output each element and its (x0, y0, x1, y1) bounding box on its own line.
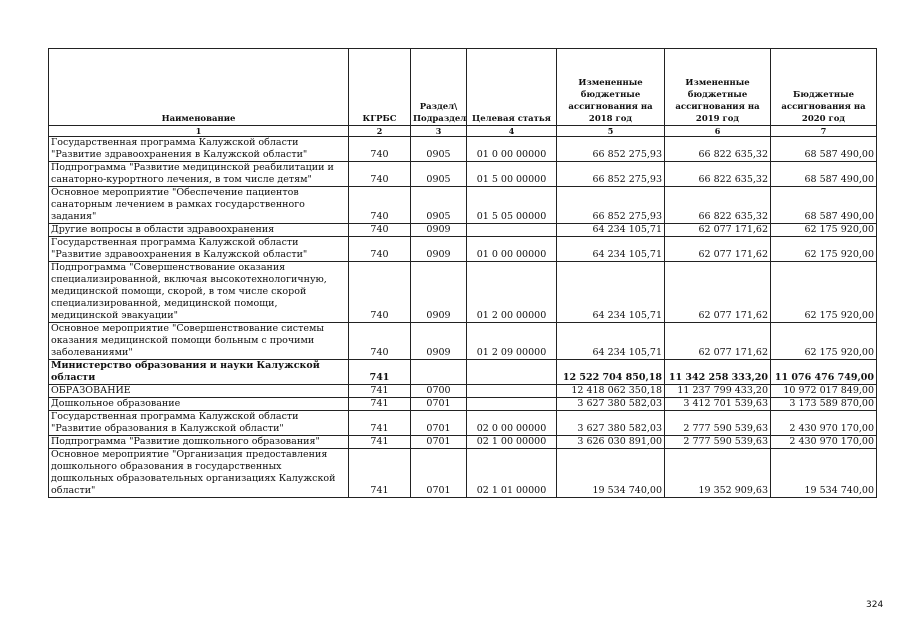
row-2020: 2 430 970 170,00 (771, 436, 877, 449)
row-2020: 62 175 920,00 (771, 224, 877, 237)
row-2019: 66 822 635,32 (665, 162, 771, 187)
row-2019: 19 352 909,63 (665, 449, 771, 498)
row-razdel: 0905 (411, 137, 467, 162)
table-row (49, 187, 877, 224)
row-kgrbs: 740 (349, 323, 411, 360)
table-row (49, 436, 877, 449)
row-2020: 19 534 740,00 (771, 449, 877, 498)
row-kgrbs: 741 (349, 449, 411, 498)
header-2018: Измененные бюджетные ассигнования на 2018 год (557, 49, 665, 126)
row-razdel (411, 360, 467, 385)
table-row (49, 449, 877, 498)
row-razdel: 0701 (411, 398, 467, 411)
row-kgrbs: 741 (349, 385, 411, 398)
row-kgrbs: 741 (349, 360, 411, 385)
header-celevaya: Целевая статья (467, 49, 557, 126)
row-2019: 62 077 171,62 (665, 237, 771, 262)
budget-table (48, 48, 877, 498)
row-2018: 64 234 105,71 (557, 237, 665, 262)
table-body (49, 137, 877, 498)
row-2020: 68 587 490,00 (771, 187, 877, 224)
row-2018: 64 234 105,71 (557, 262, 665, 323)
row-2018: 64 234 105,71 (557, 323, 665, 360)
table-row (49, 237, 877, 262)
row-2020: 62 175 920,00 (771, 323, 877, 360)
table-row (49, 398, 877, 411)
row-name: Другие вопросы в области здравоохранения (49, 224, 349, 237)
row-2018: 66 852 275,93 (557, 187, 665, 224)
row-name: Основное мероприятие "Совершенствование системы оказания медицинской помощи больным с прочими заболеваниями" (49, 323, 349, 360)
row-name: Государственная программа Калужской области "Развитие образования в Калужской области" (49, 411, 349, 436)
row-2019: 62 077 171,62 (665, 323, 771, 360)
row-razdel: 0909 (411, 323, 467, 360)
col-number: 3 (411, 126, 467, 137)
col-number: 5 (557, 126, 665, 137)
table-row (49, 137, 877, 162)
col-number: 7 (771, 126, 877, 137)
row-2019: 11 342 258 333,20 (665, 360, 771, 385)
row-2019: 3 412 701 539,63 (665, 398, 771, 411)
row-razdel: 0909 (411, 262, 467, 323)
row-2019: 66 822 635,32 (665, 137, 771, 162)
row-name: ОБРАЗОВАНИЕ (49, 385, 349, 398)
row-2018: 3 626 030 891,00 (557, 436, 665, 449)
row-name: Подпрограмма "Развитие медицинской реабилитации и санаторно-курортного лечения, в том числе детям" (49, 162, 349, 187)
row-kgrbs: 740 (349, 137, 411, 162)
table-row (49, 360, 877, 385)
row-2020: 68 587 490,00 (771, 137, 877, 162)
row-2019: 66 822 635,32 (665, 187, 771, 224)
row-name: Министерство образования и науки Калужской области (49, 360, 349, 385)
col-number: 6 (665, 126, 771, 137)
row-celevaya: 01 5 00 00000 (467, 162, 557, 187)
row-name: Подпрограмма "Развитие дошкольного образования" (49, 436, 349, 449)
row-razdel: 0701 (411, 436, 467, 449)
row-celevaya: 01 0 00 00000 (467, 237, 557, 262)
row-celevaya: 01 0 00 00000 (467, 137, 557, 162)
col-number: 2 (349, 126, 411, 137)
row-celevaya (467, 224, 557, 237)
row-2019: 11 237 799 433,20 (665, 385, 771, 398)
row-celevaya (467, 398, 557, 411)
header-name: Наименование (49, 49, 349, 126)
row-kgrbs: 741 (349, 398, 411, 411)
header-razdel: Раздел\ Подраздел (411, 49, 467, 126)
table-row (49, 411, 877, 436)
row-kgrbs: 741 (349, 411, 411, 436)
table-row (49, 162, 877, 187)
row-celevaya (467, 385, 557, 398)
row-name: Дошкольное образование (49, 398, 349, 411)
row-2020: 10 972 017 849,00 (771, 385, 877, 398)
row-2020: 62 175 920,00 (771, 237, 877, 262)
row-kgrbs: 740 (349, 262, 411, 323)
row-razdel: 0701 (411, 411, 467, 436)
row-2018: 66 852 275,93 (557, 137, 665, 162)
row-name: Основное мероприятие "Организация предоставления дошкольного образования в государственных дошкольных образовательных организациях Калужской области" (49, 449, 349, 498)
page-number: 324 (866, 600, 884, 610)
row-2020: 62 175 920,00 (771, 262, 877, 323)
row-2019: 62 077 171,62 (665, 262, 771, 323)
row-celevaya: 02 1 01 00000 (467, 449, 557, 498)
row-2019: 62 077 171,62 (665, 224, 771, 237)
row-kgrbs: 740 (349, 187, 411, 224)
row-2020: 11 076 476 749,00 (771, 360, 877, 385)
row-2018: 64 234 105,71 (557, 224, 665, 237)
row-kgrbs: 740 (349, 224, 411, 237)
row-2020: 68 587 490,00 (771, 162, 877, 187)
table-row (49, 323, 877, 360)
row-celevaya (467, 360, 557, 385)
header-kgrbs: КГРБС (349, 49, 411, 126)
row-2018: 19 534 740,00 (557, 449, 665, 498)
header-2019: Измененные бюджетные ассигнования на 2019 год (665, 49, 771, 126)
row-kgrbs: 740 (349, 237, 411, 262)
col-number: 4 (467, 126, 557, 137)
row-celevaya: 02 0 00 00000 (467, 411, 557, 436)
col-number: 1 (49, 126, 349, 137)
header-2020: Бюджетные ассигнования на 2020 год (771, 49, 877, 126)
row-2019: 2 777 590 539,63 (665, 436, 771, 449)
row-razdel: 0909 (411, 224, 467, 237)
row-2020: 2 430 970 170,00 (771, 411, 877, 436)
row-name: Основное мероприятие "Обеспечение пациентов санаторным лечением в рамках государственного задания" (49, 187, 349, 224)
row-2019: 2 777 590 539,63 (665, 411, 771, 436)
table-row (49, 224, 877, 237)
row-2018: 3 627 380 582,03 (557, 398, 665, 411)
row-kgrbs: 741 (349, 436, 411, 449)
row-2018: 12 418 062 350,18 (557, 385, 665, 398)
row-celevaya: 02 1 00 00000 (467, 436, 557, 449)
row-kgrbs: 740 (349, 162, 411, 187)
row-2018: 3 627 380 582,03 (557, 411, 665, 436)
row-razdel: 0700 (411, 385, 467, 398)
row-name: Государственная программа Калужской области "Развитие здравоохранения в Калужской области" (49, 237, 349, 262)
row-name: Подпрограмма "Совершенствование оказания специализированной, включая высокотехнологичную, медицинской помощи, скорой, в том числе скорой специализированной, медицинской помощи, медицинской эвакуации" (49, 262, 349, 323)
row-razdel: 0905 (411, 162, 467, 187)
row-celevaya: 01 5 05 00000 (467, 187, 557, 224)
row-razdel: 0701 (411, 449, 467, 498)
row-2018: 12 522 704 850,18 (557, 360, 665, 385)
table-row (49, 385, 877, 398)
row-2020: 3 173 589 870,00 (771, 398, 877, 411)
table-row (49, 262, 877, 323)
row-celevaya: 01 2 09 00000 (467, 323, 557, 360)
row-razdel: 0905 (411, 187, 467, 224)
row-2018: 66 852 275,93 (557, 162, 665, 187)
row-name: Государственная программа Калужской области "Развитие здравоохранения в Калужской области" (49, 137, 349, 162)
row-celevaya: 01 2 00 00000 (467, 262, 557, 323)
row-razdel: 0909 (411, 237, 467, 262)
